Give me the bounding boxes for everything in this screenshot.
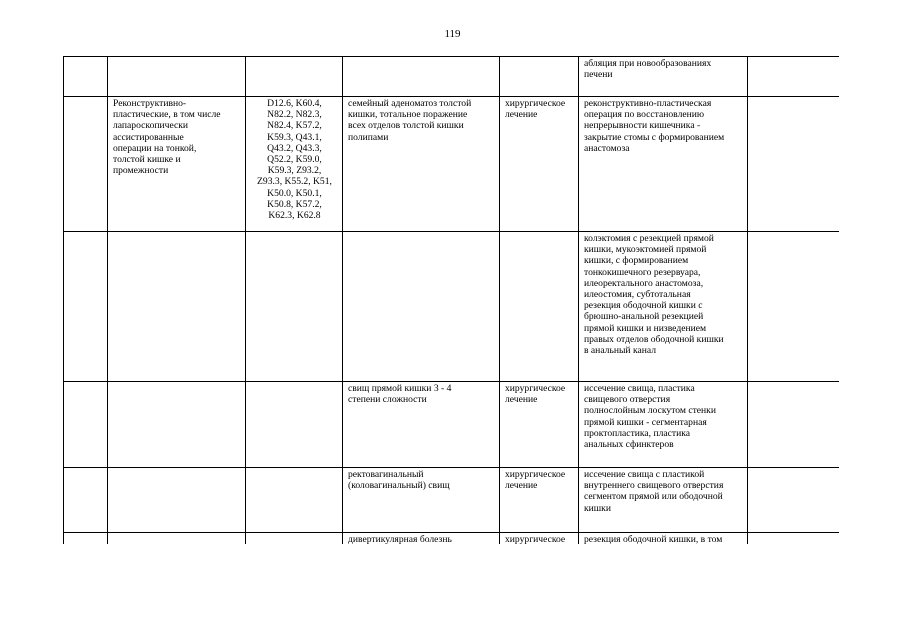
extra-cell bbox=[748, 468, 840, 533]
patient-model-cell bbox=[343, 97, 500, 232]
treatment-type-cell bbox=[500, 533, 579, 545]
row-number-cell bbox=[64, 382, 108, 468]
treatment-method-cell bbox=[579, 382, 748, 468]
row-number-cell bbox=[64, 232, 108, 382]
row-number-cell bbox=[64, 468, 108, 533]
treatment-method-cell-text: реконструктивно-пластическая операция по восстановлению непрерывности кишечника - закрытие стомы с формированием анастомоза bbox=[584, 98, 725, 154]
treatment-type-cell bbox=[500, 232, 579, 382]
medical-services-table bbox=[63, 56, 839, 544]
treatment-type-cell-text: хирургическое лечение bbox=[505, 98, 566, 121]
treatment-method-cell-text: иссечение свища с пластикой внутреннего свищевого отверстия сегментом прямой или ободочной кишки bbox=[584, 469, 724, 514]
treatment-type-cell bbox=[500, 382, 579, 468]
row-number-cell bbox=[64, 57, 108, 97]
table-row bbox=[64, 382, 840, 468]
treatment-method-cell-text: иссечение свища, пластика свищевого отверстия полнослойным лоскутом стенки прямой кишки - сегментарная проктопластика, пластика анальных сфинктеров bbox=[584, 383, 716, 451]
intervention-group-cell bbox=[108, 57, 246, 97]
treatment-method-cell bbox=[579, 57, 748, 97]
extra-cell bbox=[748, 533, 840, 545]
page-number: 119 bbox=[444, 28, 461, 40]
table-row bbox=[64, 533, 840, 545]
icd-codes-cell-text: D12.6, K60.4, N82.2, N82.3, N82.4, K57.2, K59.3, Q43.1, Q43.2, Q43.3, Q52.2, K59.0, K59.3, Z93.2, Z93.3, K55.2, K51, K50.0, K50.1, K50.8, K57.2, K62.3, K62.8 bbox=[257, 98, 332, 222]
treatment-method-cell-text: абляция при новообразованиях печени bbox=[584, 58, 712, 81]
patient-model-cell bbox=[343, 382, 500, 468]
intervention-group-cell bbox=[108, 382, 246, 468]
patient-model-cell bbox=[343, 232, 500, 382]
treatment-type-cell-text: хирургическое bbox=[505, 534, 566, 544]
table-row bbox=[64, 57, 840, 97]
treatment-method-cell-text: колэктомия с резекцией прямой кишки, мукоэктомией прямой кишки, с формированием тонкокишечного резервуара, илеоректального анастомоза, илеостомия, субтотальная резекция ободочной кишки с брюшно-анальной резекцией прямой кишки и низведением правых отделов ободочной кишки в анальный канал bbox=[584, 233, 724, 357]
patient-model-cell-text: семейный аденоматоз толстой кишки, тотальное поражение всех отделов толстой кишки полипами bbox=[348, 98, 472, 143]
table-row bbox=[64, 97, 840, 232]
table-row bbox=[64, 468, 840, 533]
icd-codes-cell bbox=[246, 57, 343, 97]
extra-cell bbox=[748, 97, 840, 232]
treatment-method-cell bbox=[579, 468, 748, 533]
treatment-type-cell bbox=[500, 468, 579, 533]
intervention-group-cell bbox=[108, 97, 246, 232]
extra-cell bbox=[748, 232, 840, 382]
treatment-method-cell bbox=[579, 97, 748, 232]
intervention-group-cell bbox=[108, 468, 246, 533]
intervention-group-cell bbox=[108, 533, 246, 545]
extra-cell bbox=[748, 57, 840, 97]
extra-cell bbox=[748, 382, 840, 468]
table-container bbox=[63, 56, 839, 544]
table-row bbox=[64, 232, 840, 382]
treatment-method-cell-text: резекция ободочной кишки, в том bbox=[584, 534, 723, 544]
icd-codes-cell bbox=[246, 382, 343, 468]
treatment-method-cell bbox=[579, 232, 748, 382]
treatment-type-cell bbox=[500, 57, 579, 97]
patient-model-cell-text: ректовагинальный (коловагинальный) свищ bbox=[348, 469, 450, 492]
row-number-cell bbox=[64, 97, 108, 232]
icd-codes-cell bbox=[246, 468, 343, 533]
treatment-method-cell bbox=[579, 533, 748, 545]
patient-model-cell-text: свищ прямой кишки 3 - 4 степени сложности bbox=[348, 383, 452, 406]
icd-codes-cell bbox=[246, 97, 343, 232]
treatment-type-cell bbox=[500, 97, 579, 232]
patient-model-cell bbox=[343, 57, 500, 97]
treatment-type-cell-text: хирургическое лечение bbox=[505, 469, 566, 492]
patient-model-cell bbox=[343, 468, 500, 533]
icd-codes-cell bbox=[246, 533, 343, 545]
intervention-group-cell-text: Реконструктивно- пластические, в том числе лапароскопически ассистированные операции на тонкой, толстой кишке и промежности bbox=[113, 98, 221, 177]
treatment-type-cell-text: хирургическое лечение bbox=[505, 383, 566, 406]
icd-codes-cell bbox=[246, 232, 343, 382]
patient-model-cell-text: дивертикулярная болезнь bbox=[348, 534, 452, 544]
intervention-group-cell bbox=[108, 232, 246, 382]
row-number-cell bbox=[64, 533, 108, 545]
patient-model-cell bbox=[343, 533, 500, 545]
